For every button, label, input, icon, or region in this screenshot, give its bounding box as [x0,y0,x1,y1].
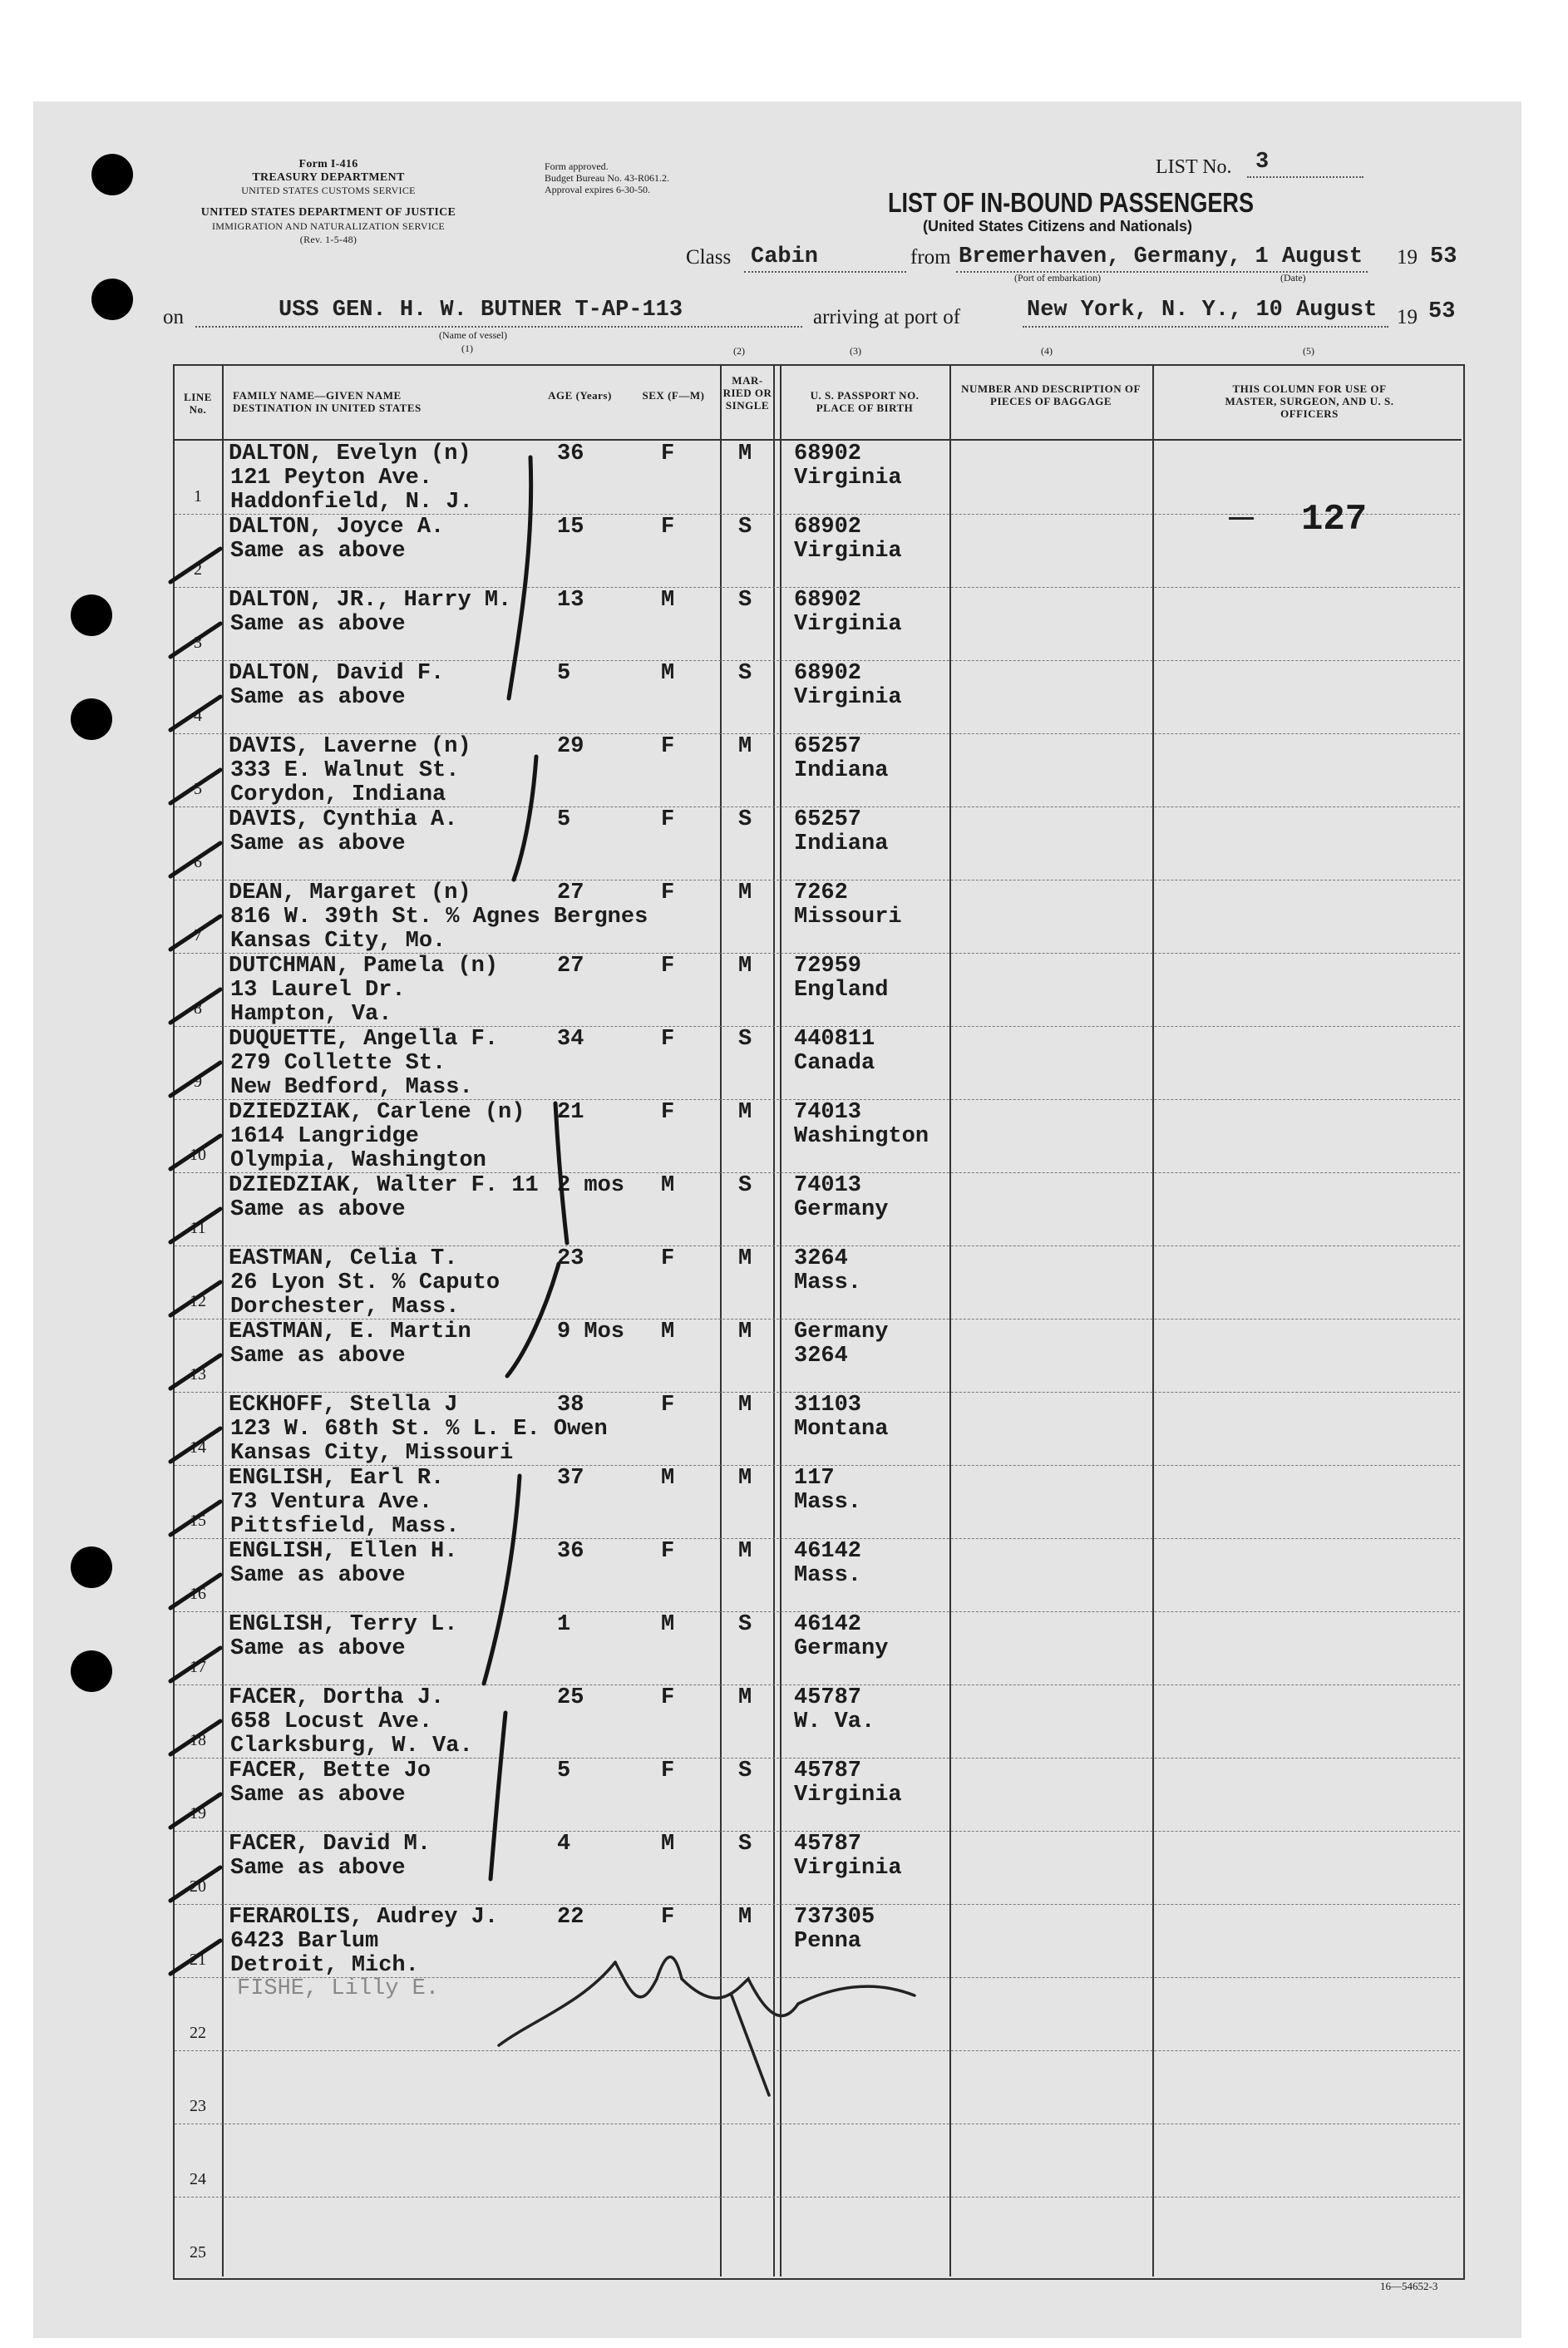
passenger-marital-status: M [738,880,752,905]
form-title: LIST OF IN-BOUND PASSENGERS [888,187,1255,218]
passenger-sex: F [661,954,675,979]
passenger-sex: M [661,1466,675,1491]
passenger-sex: F [661,734,675,759]
passenger-sex: M [661,1173,675,1198]
passenger-address: Same as above [230,831,406,856]
line-number: 12 [190,1292,206,1310]
embarkation-caption: (Port of embarkation) [1014,272,1101,284]
passport-number: 46142 [794,1612,862,1637]
from-label: from [910,246,951,269]
passenger-sex: F [661,1685,675,1710]
passport-col-number: (3) [850,345,861,357]
passenger-address: Clarksburg, W. Va. [230,1734,473,1759]
passenger-sex: M [661,588,675,613]
passport-number: 31103 [794,1393,862,1418]
arrival-port-value: New York, N. Y., 10 August [1027,298,1378,323]
passenger-address: 816 W. 39th St. % Agnes Bergnes [230,905,648,930]
line-number: 8 [194,999,202,1018]
line-number: 11 [190,1219,206,1237]
passport-number: 7262 [794,880,848,905]
line-number: 18 [190,1731,206,1749]
passenger-address: 1614 Langridge [230,1124,419,1149]
passenger-address: Same as above [230,1636,406,1661]
col-header-line: LINE No. [184,391,212,416]
passenger-sex: F [661,1759,675,1783]
passenger-sex: F [661,1393,675,1418]
line-number: 15 [190,1512,206,1530]
col-header-sex: SEX (F—M) [642,389,705,402]
passenger-name: FERAROLIS, Audrey J. [229,1905,499,1930]
passenger-address: Pittsfield, Mass. [230,1514,460,1539]
place-of-birth: Germany [794,1636,889,1661]
passenger-sex: F [661,1246,675,1271]
passenger-age: 5 [557,1759,571,1783]
passenger-name: DALTON, JR., Harry M. [229,588,512,613]
officer-mark: 127 [1301,499,1368,540]
passenger-sex: F [661,1539,675,1564]
passport-number: 72959 [794,954,862,979]
passenger-age: 13 [557,588,584,613]
passenger-name: DAVIS, Laverne (n) [229,734,471,759]
place-of-birth: W. Va. [794,1709,875,1734]
passport-number: 45787 [794,1685,862,1710]
passenger-age: 22 [557,1905,584,1930]
passenger-name: FACER, David M. [229,1832,431,1857]
passport-number: 440811 [794,1027,875,1052]
approval-line2: Budget Bureau No. 43-R061.2. [545,172,669,184]
line-number: 4 [194,707,202,725]
col-header-married: MAR-RIED OR SINGLE [722,374,772,412]
passenger-address: 121 Peyton Ave. [230,466,433,491]
year-value-1: 53 [1430,244,1457,269]
passport-number: 65257 [794,734,862,759]
passenger-marital-status: S [738,1612,752,1637]
passport-number: 737305 [794,1905,875,1930]
passenger-age: 25 [557,1685,584,1710]
approval-line1: Form approved. [545,160,609,172]
embarkation-value: Bremerhaven, Germany, 1 August [959,244,1363,269]
passenger-name: DUTCHMAN, Pamela (n) [229,954,499,979]
passport-number: 74013 [794,1173,862,1198]
passenger-marital-status: S [738,1832,752,1857]
passenger-name: ENGLISH, Earl R. [229,1466,445,1491]
place-of-birth: Canada [794,1051,875,1076]
passenger-name: DUQUETTE, Angella F. [229,1027,499,1052]
place-of-birth: Virginia [794,1856,902,1881]
passenger-age: 36 [557,441,584,466]
line-number: 2 [194,560,202,579]
class-label: Class [686,246,732,269]
list-number: 3 [1255,150,1270,175]
passenger-age: 5 [557,661,571,686]
passenger-name: FACER, Bette Jo [229,1759,431,1783]
year-prefix-2: 19 [1397,306,1418,328]
passenger-sex: M [661,1612,675,1637]
passport-number: 3264 [794,1246,848,1271]
line-number: 1 [194,487,202,506]
line-number: 7 [194,926,202,945]
passenger-address: Same as above [230,1197,406,1222]
passenger-age: 38 [557,1393,584,1418]
col-header-name: FAMILY NAME—GIVEN NAME DESTINATION IN UNITED STATES [233,389,422,414]
passenger-sex: F [661,515,675,540]
place-of-birth: England [794,978,889,1003]
place-of-birth: Mass. [794,1490,862,1515]
place-of-birth: Mass. [794,1563,862,1588]
passenger-age: 34 [557,1027,584,1052]
footer-code: 16—54652-3 [1380,2280,1438,2292]
line-number: 24 [190,2170,206,2188]
passenger-address: Dorchester, Mass. [230,1295,460,1320]
ghost-entry: FISHE, Lilly E. [237,1976,440,2001]
passenger-name: DALTON, Joyce A. [229,515,445,540]
baggage-col-number: (4) [1041,345,1053,357]
passenger-age: 2 mos [557,1173,625,1198]
passenger-address: Olympia, Washington [230,1148,486,1173]
passenger-address: Same as above [230,1563,406,1588]
passenger-address: 13 Laurel Dr. [230,978,406,1003]
passenger-name: ENGLISH, Ellen H. [229,1539,458,1564]
year-prefix-1: 19 [1397,246,1418,269]
place-of-birth: Germany [794,1197,889,1222]
on-label: on [163,306,184,328]
place-of-birth: Indiana [794,758,889,783]
passenger-marital-status: S [738,1173,752,1198]
place-of-birth: Virginia [794,466,902,491]
passenger-age: 27 [557,954,584,979]
passenger-address: 26 Lyon St. % Caputo [230,1270,500,1295]
passenger-address: Same as above [230,1344,406,1369]
passenger-marital-status: S [738,588,752,613]
place-of-birth: Penna [794,1929,862,1954]
passenger-marital-status: S [738,1027,752,1052]
col-header-passport: U. S. PASSPORT NO. PLACE OF BIRTH [810,389,920,414]
passenger-marital-status: S [738,807,752,832]
passenger-age: 15 [557,515,584,540]
passenger-address: Same as above [230,1856,406,1881]
passenger-address: Hampton, Va. [230,1002,392,1027]
vessel-col-number: (1) [461,343,473,354]
passenger-age: 5 [557,807,571,832]
passenger-marital-status: M [738,1393,752,1418]
line-number: 25 [190,2243,206,2262]
place-of-birth: Virginia [794,685,902,710]
passenger-marital-status: M [738,1100,752,1125]
passenger-name: FACER, Dortha J. [229,1685,445,1710]
passenger-name: DZIEDZIAK, Carlene (n) [229,1100,525,1125]
line-number: 17 [190,1658,206,1676]
passenger-marital-status: M [738,1246,752,1271]
passenger-address: Corydon, Indiana [230,782,446,807]
place-of-birth: 3264 [794,1344,848,1369]
passenger-sex: F [661,1905,675,1930]
passenger-marital-status: M [738,1905,752,1930]
col-header-age: AGE (Years) [548,389,612,402]
passenger-marital-status: M [738,734,752,759]
approval-line3: Approval expires 6-30-50. [545,184,650,195]
line-number: 6 [194,853,202,871]
passenger-name: DALTON, Evelyn (n) [229,441,471,466]
passenger-name: ECKHOFF, Stella J [229,1393,458,1418]
passport-number: 68902 [794,515,862,540]
passenger-address: Kansas City, Missouri [230,1441,514,1466]
passenger-sex: M [661,661,675,686]
passport-number: Germany [794,1320,889,1344]
passenger-marital-status: M [738,1539,752,1564]
passport-number: 74013 [794,1100,862,1125]
place-of-birth: Missouri [794,905,902,930]
passport-number: 45787 [794,1759,862,1783]
dept-customs: UNITED STATES CUSTOMS SERVICE [241,185,416,196]
passenger-address: Same as above [230,685,406,710]
passenger-name: DAVIS, Cynthia A. [229,807,458,832]
passenger-sex: M [661,1832,675,1857]
passenger-age: 1 [557,1612,571,1637]
passenger-marital-status: M [738,1466,752,1491]
line-number: 10 [190,1146,206,1164]
line-number: 20 [190,1877,206,1896]
passenger-age: 4 [557,1832,571,1857]
passenger-sex: F [661,807,675,832]
list-label: LIST No. [1156,156,1232,178]
passenger-address: Kansas City, Mo. [230,929,446,954]
passenger-age: 21 [557,1100,584,1125]
line-number: 9 [194,1073,202,1091]
passenger-sex: F [661,1100,675,1125]
col-header-baggage: NUMBER AND DESCRIPTION OF PIECES OF BAGGAGE [961,382,1141,407]
signature [499,1957,915,2095]
passenger-marital-status: M [738,441,752,466]
passenger-address: 123 W. 68th St. % L. E. Owen [230,1417,608,1442]
passenger-marital-status: M [738,1320,752,1344]
vessel-name: USS GEN. H. W. BUTNER T-AP-113 [279,298,683,323]
line-number: 3 [194,634,202,652]
col-header-officers: THIS COLUMN FOR USE OF MASTER, SURGEON, AND U. S. OFFICERS [1225,382,1394,420]
passenger-age: 36 [557,1539,584,1564]
officers-col-number: (5) [1303,345,1314,357]
passenger-age: 29 [557,734,584,759]
line-number: 14 [190,1438,206,1457]
passenger-address: 333 E. Walnut St. [230,758,460,783]
passenger-name: DZIEDZIAK, Walter F. 11 [229,1173,539,1198]
line-number: 21 [190,1951,206,1969]
passenger-address: 73 Ventura Ave. [230,1490,433,1515]
form-revision: (Rev. 1-5-48) [299,234,357,245]
passenger-address: Haddonfield, N. J. [230,490,473,515]
line-number: 16 [190,1585,206,1603]
passport-number: 117 [794,1466,835,1491]
passenger-address: Same as above [230,539,406,564]
place-of-birth: Montana [794,1417,889,1442]
passenger-age: 23 [557,1246,584,1271]
passenger-address: 658 Locust Ave. [230,1709,433,1734]
place-of-birth: Indiana [794,831,889,856]
line-number: 23 [190,2097,206,2115]
place-of-birth: Washington [794,1124,929,1149]
passenger-marital-status: S [738,515,752,540]
passenger-sex: F [661,880,675,905]
passport-number: 46142 [794,1539,862,1564]
passenger-address: New Bedford, Mass. [230,1075,473,1100]
passenger-address: 6423 Barlum [230,1929,379,1954]
passenger-marital-status: S [738,661,752,686]
passenger-age: 27 [557,880,584,905]
passenger-sex: F [661,441,675,466]
passenger-age: 9 Mos [557,1320,625,1344]
form-subtitle: (United States Citizens and Nationals) [923,218,1193,234]
place-of-birth: Mass. [794,1270,862,1295]
dept-treasury: TREASURY DEPARTMENT [252,171,405,184]
year-value-2: 53 [1428,299,1456,324]
passenger-address: Same as above [230,612,406,637]
dept-justice: UNITED STATES DEPARTMENT OF JUSTICE [200,206,456,219]
line-number: 5 [194,780,202,798]
passenger-address: Detroit, Mich. [230,1953,419,1978]
class-value: Cabin [751,244,819,269]
passport-number: 65257 [794,807,862,832]
passenger-address: 279 Collette St. [230,1051,446,1076]
line-number: 19 [190,1804,206,1823]
passenger-name: EASTMAN, E. Martin [229,1320,471,1344]
passenger-marital-status: S [738,1759,752,1783]
passenger-age: 37 [557,1466,584,1491]
passport-number: 45787 [794,1832,862,1857]
line-number: 22 [190,2024,206,2042]
vessel-caption: (Name of vessel) [439,329,507,341]
place-of-birth: Virginia [794,1783,902,1808]
dept-immigration: IMMIGRATION AND NATURALIZATION SERVICE [211,220,446,232]
arriving-label: arriving at port of [813,306,961,328]
date-caption: (Date) [1280,272,1306,284]
passport-number: 68902 [794,661,862,686]
passport-number: 68902 [794,588,862,613]
passenger-name: DALTON, David F. [229,661,445,686]
place-of-birth: Virginia [794,612,902,637]
passenger-name: ENGLISH, Terry L. [229,1612,458,1637]
passenger-sex: F [661,1027,675,1052]
passenger-marital-status: M [738,954,752,979]
passenger-name: DEAN, Margaret (n) [229,880,471,905]
passenger-name: EASTMAN, Celia T. [229,1246,458,1271]
passport-number: 68902 [794,441,862,466]
line-number: 13 [190,1365,206,1384]
passenger-address: Same as above [230,1783,406,1808]
married-col-number: (2) [733,345,745,357]
place-of-birth: Virginia [794,539,902,564]
passenger-sex: M [661,1320,675,1344]
form-number: Form I-416 [298,158,358,170]
passenger-marital-status: M [738,1685,752,1710]
